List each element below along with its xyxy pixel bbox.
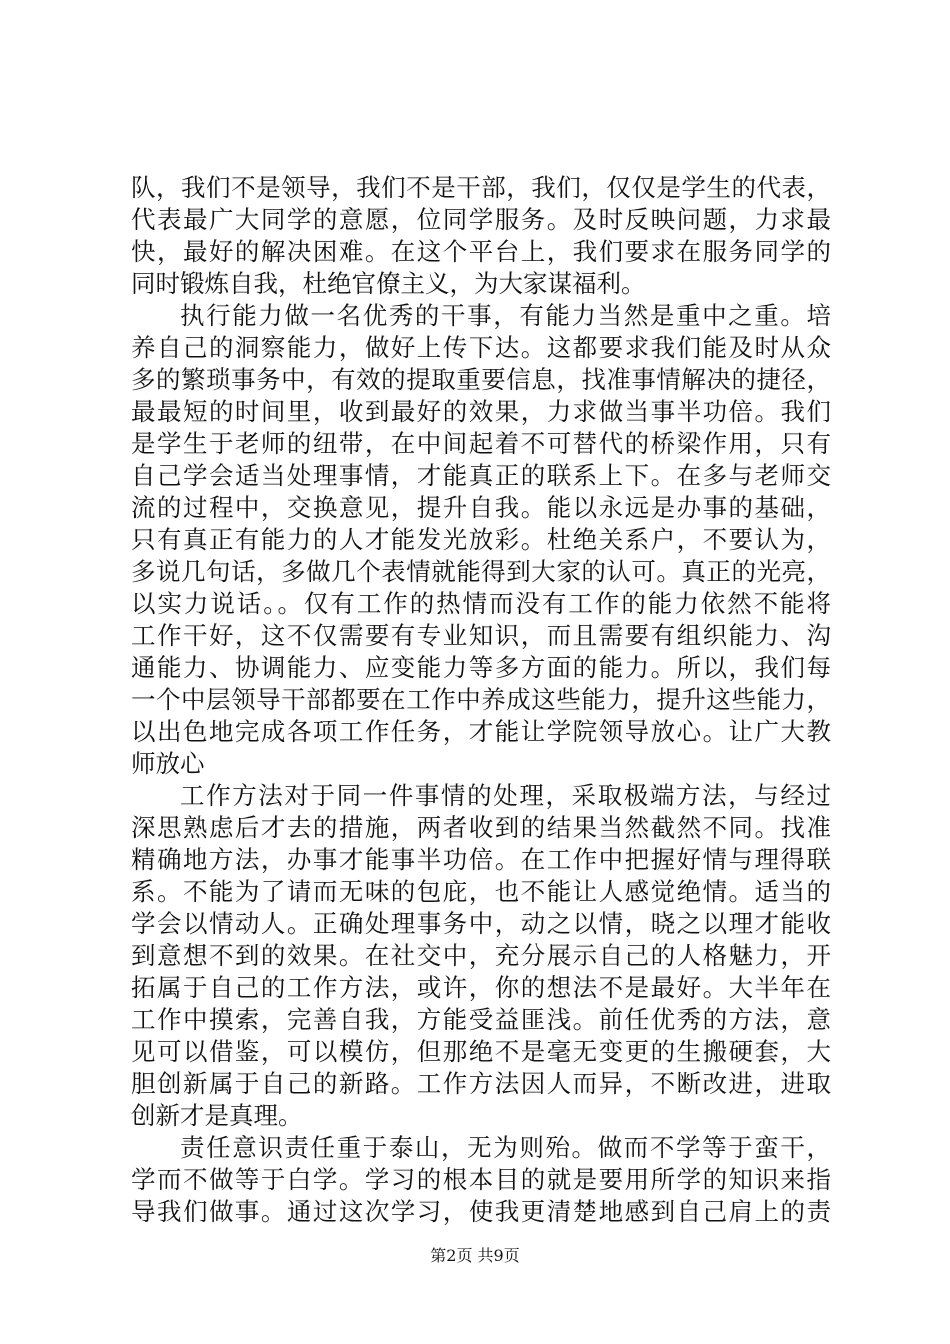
text-line: 一个中层领导干部都要在工作中养成这些能力，提升这些能力， bbox=[131, 685, 831, 714]
text-line: 以实力说话。。仅有工作的热情而没有工作的能力依然不能将 bbox=[131, 589, 831, 618]
text-line: 自己学会适当处理事情，才能真正的联系上下。在多与老师交 bbox=[131, 461, 831, 490]
text-line: 多的繁琐事务中，有效的提取重要信息，找准事情解决的捷径， bbox=[131, 365, 831, 394]
text-line: 学而不做等于白学。学习的根本目的就是要用所学的知识来指 bbox=[131, 1165, 831, 1194]
text-line: 导我们做事。通过这次学习，使我更清楚地感到自己肩上的责 bbox=[131, 1197, 831, 1226]
text-line: 只有真正有能力的人才能发光放彩。杜绝关系户，不要认为， bbox=[131, 525, 831, 554]
page-number-footer: 第2页 共9页 bbox=[430, 1246, 520, 1265]
text-line: 创新才是真理。 bbox=[131, 1101, 303, 1130]
text-line: 流的过程中，交换意见，提升自我。能以永远是办事的基础， bbox=[131, 493, 831, 522]
text-line: 以出色地完成各项工作任务，才能让学院领导放心。让广大教 bbox=[131, 717, 831, 746]
text-line: 责任意识责任重于泰山，无为则殆。做而不学等于蛮干， bbox=[180, 1133, 831, 1162]
text-line: 胆创新属于自己的新路。工作方法因人而异，不断改进，进取 bbox=[131, 1069, 831, 1098]
text-line: 工作方法对于同一件事情的处理，采取极端方法，与经过 bbox=[180, 781, 831, 810]
text-line: 队，我们不是领导，我们不是干部，我们，仅仅是学生的代表， bbox=[131, 173, 831, 202]
text-line: 最最短的时间里，收到最好的效果，力求做当事半功倍。我们 bbox=[131, 397, 831, 426]
text-line: 工作中摸索，完善自我，方能受益匪浅。前任优秀的方法，意 bbox=[131, 1005, 831, 1034]
text-line: 师放心 bbox=[131, 749, 205, 778]
text-line: 到意想不到的效果。在社交中，充分展示自己的人格魅力，开 bbox=[131, 941, 831, 970]
text-line: 执行能力做一名优秀的干事，有能力当然是重中之重。培 bbox=[180, 301, 831, 330]
text-line: 通能力、协调能力、应变能力等多方面的能力。所以，我们每 bbox=[131, 653, 831, 682]
text-line: 精确地方法，办事才能事半功倍。在工作中把握好情与理得联 bbox=[131, 845, 831, 874]
document-body bbox=[131, 172, 831, 1228]
text-line: 多说几句话，多做几个表情就能得到大家的认可。真正的光亮， bbox=[131, 557, 831, 586]
text-line: 代表最广大同学的意愿，位同学服务。及时反映问题，力求最 bbox=[131, 205, 831, 234]
text-line: 拓属于自己的工作方法，或许，你的想法不是最好。大半年在 bbox=[131, 973, 831, 1002]
text-line: 同时锻炼自我，杜绝官僚主义，为大家谋福利。 bbox=[131, 269, 646, 298]
text-line: 工作干好，这不仅需要有专业知识，而且需要有组织能力、沟 bbox=[131, 621, 831, 650]
text-line: 学会以情动人。正确处理事务中，动之以情，晓之以理才能收 bbox=[131, 909, 831, 938]
text-line: 见可以借鉴，可以模仿，但那绝不是毫无变更的生搬硬套，大 bbox=[131, 1037, 831, 1066]
text-line: 系。不能为了请而无味的包庇，也不能让人感觉绝情。适当的 bbox=[131, 877, 831, 906]
text-line: 养自己的洞察能力，做好上传下达。这都要求我们能及时从众 bbox=[131, 333, 831, 362]
text-line: 深思熟虑后才去的措施，两者收到的结果当然截然不同。找准 bbox=[131, 813, 831, 842]
text-line: 快，最好的解决困难。在这个平台上，我们要求在服务同学的 bbox=[131, 237, 831, 266]
text-line: 是学生于老师的纽带，在中间起着不可替代的桥梁作用，只有 bbox=[131, 429, 831, 458]
